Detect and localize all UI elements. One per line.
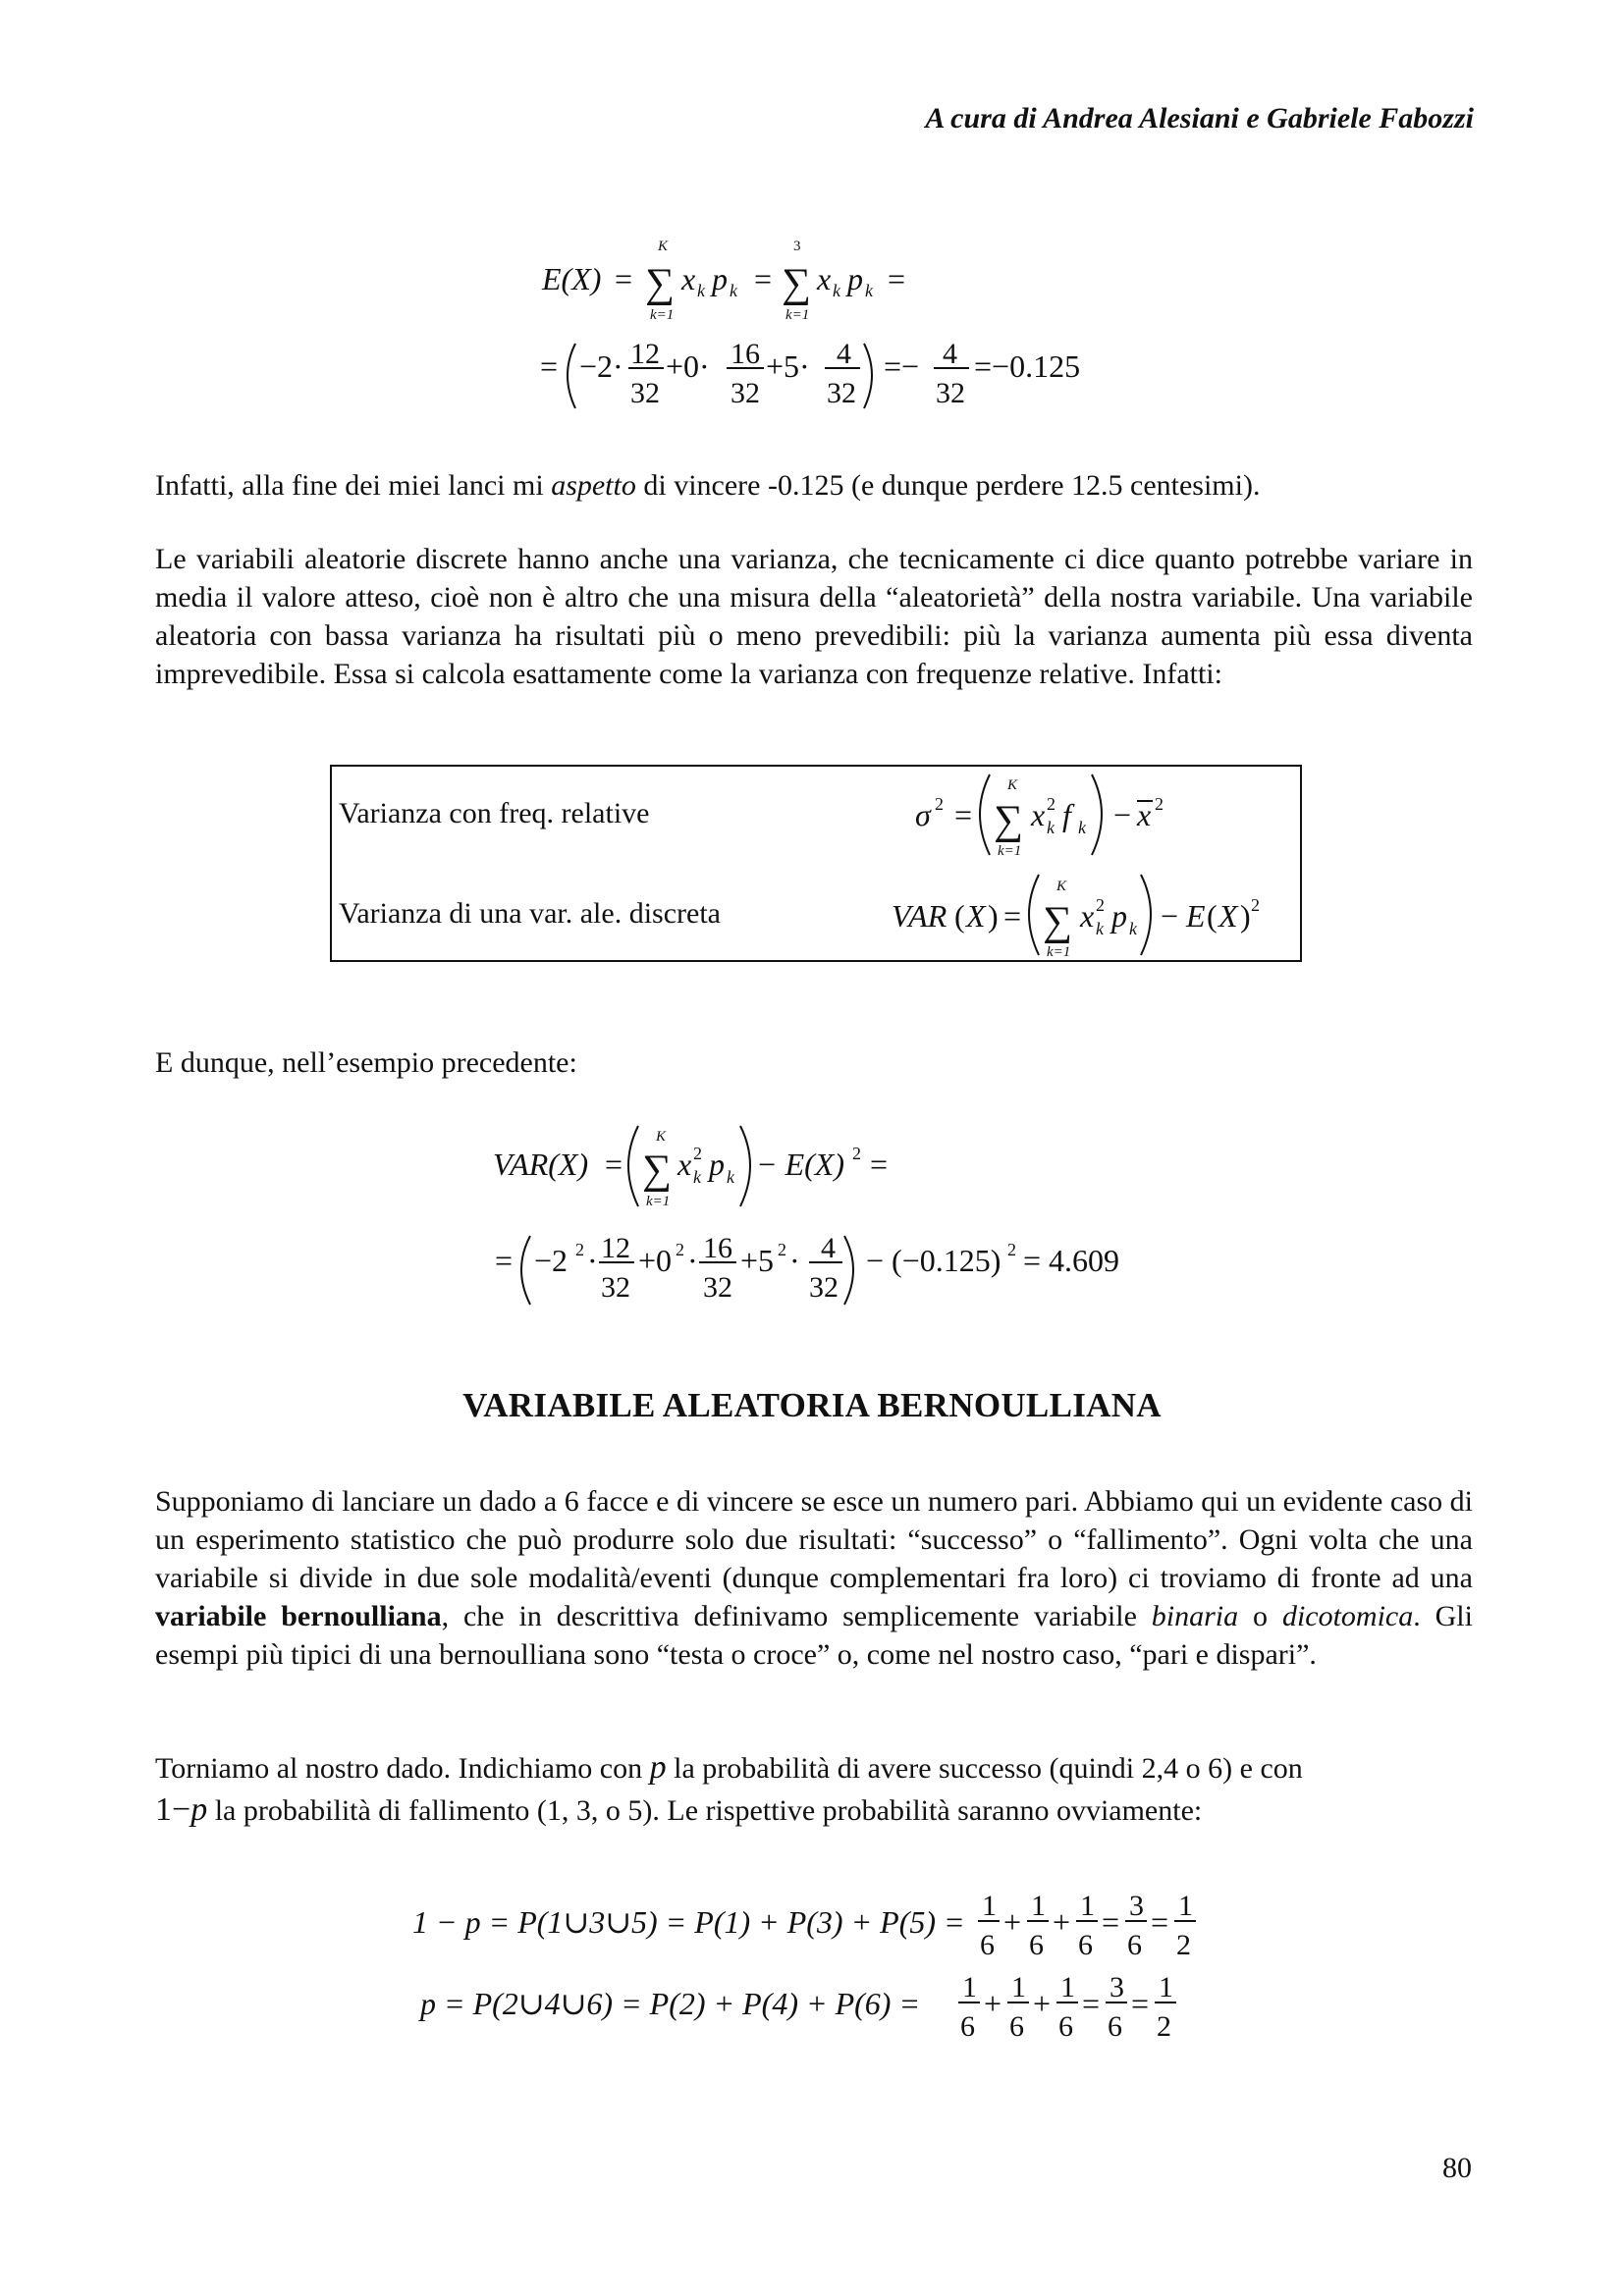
svg-text:K: K: [656, 1129, 667, 1145]
svg-text:32: 32: [827, 377, 856, 409]
svg-text:∑: ∑: [642, 1148, 672, 1193]
svg-text:k: k: [865, 281, 873, 300]
svg-text:1: 1: [962, 1971, 977, 2003]
svg-text:k=1: k=1: [998, 843, 1022, 859]
svg-text:=−0.125: =−0.125: [974, 348, 1081, 384]
svg-text:·: ·: [587, 1243, 598, 1278]
svg-text:p: p: [712, 261, 728, 296]
svg-text:12: 12: [630, 338, 660, 370]
svg-text:k: k: [833, 281, 840, 300]
svg-text:2: 2: [693, 1144, 702, 1163]
svg-text:6: 6: [960, 2010, 975, 2043]
svg-text:·: ·: [687, 1243, 698, 1278]
svg-text:(: (: [954, 898, 965, 934]
svg-text:=: =: [1131, 1986, 1150, 2021]
svg-text:1 − p = P(1∪3∪5) = P(1) + P(3): 1 − p = P(1∪3∪5) = P(1) + P(3) + P(5) =: [412, 1904, 965, 1940]
svg-text:−: −: [1161, 898, 1179, 934]
svg-text:K: K: [658, 239, 669, 254]
svg-text:=: =: [615, 261, 633, 296]
svg-text:x: x: [1031, 797, 1046, 832]
svg-text:2: 2: [1157, 2010, 1171, 2043]
svg-text:∑: ∑: [782, 261, 811, 306]
svg-text:k: k: [1096, 919, 1104, 938]
svg-text:1: 1: [982, 1890, 997, 1922]
svg-text:p: p: [709, 1147, 725, 1182]
svg-text:6: 6: [1127, 1929, 1142, 1961]
svg-text:+5: +5: [740, 1243, 775, 1278]
svg-text:K: K: [1056, 879, 1067, 894]
svg-text:2: 2: [575, 1240, 584, 1259]
svg-text:X: X: [966, 898, 986, 934]
svg-text:k: k: [1078, 818, 1086, 837]
variance-table: [330, 765, 1302, 962]
svg-text:3: 3: [1129, 1890, 1144, 1922]
section-heading: VARIABILE ALEATORIA BERNOULLIANA: [462, 1386, 1162, 1424]
svg-text:): ): [1240, 898, 1251, 934]
svg-text:=: =: [1003, 898, 1022, 934]
svg-text:32: 32: [936, 377, 965, 409]
table-row-label-relative: Varianza con freq. relative: [339, 797, 650, 829]
paragraph-example-lead: E dunque, nell’esempio precedente:: [155, 1046, 577, 1079]
svg-text:2: 2: [778, 1240, 786, 1259]
variance-example-formula: [481, 1114, 1168, 1320]
bernoulli-probability-formula: [412, 1870, 1237, 2066]
svg-text:1: 1: [1159, 1971, 1173, 2003]
svg-text:+0: +0: [638, 1243, 673, 1278]
svg-text:2: 2: [676, 1240, 684, 1259]
svg-text:k=1: k=1: [646, 1194, 671, 1209]
svg-text:=: =: [1151, 1904, 1169, 1940]
svg-text:6: 6: [1029, 1929, 1044, 1961]
svg-text:1: 1: [1080, 1890, 1095, 1922]
svg-text:x: x: [1137, 797, 1152, 832]
svg-text:+: +: [1003, 1904, 1022, 1940]
svg-text:2: 2: [1176, 1929, 1191, 1961]
paragraph-expected-meaning: Infatti, alla fine dei miei lanci mi aspetto di vincere -0.125 (e dunque perdere 12.5 centesimi).: [155, 469, 1261, 502]
svg-text:=: =: [495, 1243, 514, 1278]
svg-text:− (−0.125): − (−0.125): [866, 1243, 1001, 1278]
svg-text:2: 2: [1047, 794, 1056, 814]
ex-lhs: E(X): [542, 261, 602, 296]
paragraph-bernoulli-intro: Supponiamo di lanciare un dado a 6 facce e di vincere se esce un numero pari. Abbiamo qui un evidente caso di un esperimento statistico che può produrre solo due risultati: “successo” o “fallimento”. Ogni volta che una variabile si divide in due sole modalità/eventi (dunque complementari fra loro) ci troviamo di fronte ad una variabile bernoulliana, che in descrittiva definivamo semplicemente variabile binaria o dicotomica. Gli esempi più tipici di una bernoulliana sono “testa o croce” o, come nel nostro caso, “pari e dispari”.: [155, 1485, 1473, 1671]
svg-text:1: 1: [1011, 1971, 1026, 2003]
svg-text:6: 6: [1058, 2010, 1073, 2043]
svg-text:E: E: [1186, 898, 1206, 934]
svg-text:k=1: k=1: [1047, 944, 1071, 960]
svg-text:2: 2: [935, 794, 944, 814]
svg-text:(: (: [1207, 898, 1218, 934]
svg-text:6: 6: [980, 1929, 995, 1961]
svg-text:2: 2: [852, 1144, 861, 1163]
page-number: 80: [1442, 2152, 1472, 2184]
svg-text:16: 16: [703, 1232, 732, 1264]
svg-text:+: +: [984, 1986, 1002, 2021]
svg-text:VAR(X): VAR(X): [493, 1147, 589, 1182]
svg-text:=: =: [540, 348, 559, 384]
svg-text:−2: −2: [534, 1243, 568, 1278]
svg-text:32: 32: [703, 1271, 732, 1304]
svg-text:2: 2: [1007, 1240, 1016, 1259]
svg-text:32: 32: [731, 377, 760, 409]
svg-text:=: =: [605, 1147, 623, 1182]
table-row-label-discrete: Varianza di una var. ale. discreta: [339, 897, 721, 930]
svg-text:+5·: +5·: [766, 348, 810, 384]
paragraph-variance-intro: Le variabili aleatorie discrete hanno anche una varianza, che tecnicamente ci dice quanto potrebbe variare in media il valore atteso, cioè non è altro che una misura della “aleatorietà” della nostra variabile. Una variabile aleatoria con bassa varianza ha risultati più o meno prevedibili: più la varianza aumenta più essa diventa imprevedibile. Essa si calcola esattamente come la varianza con frequenze relative. Infatti:: [155, 543, 1473, 690]
svg-text:3: 3: [1110, 1971, 1124, 2003]
svg-text:2: 2: [1096, 895, 1105, 915]
svg-text:f: f: [1062, 797, 1071, 832]
svg-text:1: 1: [1031, 1890, 1046, 1922]
svg-text:=−: =−: [884, 348, 920, 384]
svg-text:= 4.609: = 4.609: [1023, 1243, 1120, 1278]
svg-text:x: x: [817, 261, 832, 296]
svg-text:4: 4: [837, 338, 851, 370]
svg-text:+0·: +0·: [666, 348, 710, 384]
svg-text:p: p: [847, 261, 863, 296]
svg-text:=: =: [870, 1147, 889, 1182]
expected-value-formula: [530, 228, 1119, 424]
svg-text:=: =: [754, 261, 773, 296]
svg-text:K: K: [1007, 777, 1018, 793]
svg-text:−: −: [1113, 797, 1132, 832]
svg-text:32: 32: [630, 377, 660, 409]
svg-text:σ: σ: [915, 797, 931, 832]
svg-text:p: p: [1111, 898, 1127, 934]
svg-text:=: =: [1082, 1986, 1101, 2021]
svg-text:p = P(2∪4∪6) = P(2) + P(4) + P: p = P(2∪4∪6) = P(2) + P(4) + P(6) =: [420, 1986, 921, 2021]
svg-text:k=1: k=1: [650, 307, 675, 323]
svg-text:k: k: [697, 281, 705, 300]
svg-text:): ): [988, 898, 999, 934]
svg-text:6: 6: [1078, 1929, 1093, 1961]
svg-text:− E(X): − E(X): [756, 1147, 844, 1182]
sigma-sum-symbol: ∑: [645, 261, 675, 306]
svg-text:32: 32: [809, 1271, 839, 1304]
variance-formulas: [870, 767, 1302, 960]
svg-text:2: 2: [1251, 895, 1260, 915]
svg-text:4: 4: [821, 1232, 836, 1264]
svg-text:x: x: [1080, 898, 1095, 934]
svg-text:3: 3: [793, 239, 801, 254]
svg-text:=: =: [954, 797, 973, 832]
svg-text:k: k: [693, 1167, 701, 1187]
svg-text:6: 6: [1009, 2010, 1024, 2043]
svg-text:=: =: [888, 261, 906, 296]
svg-text:16: 16: [731, 338, 760, 370]
svg-text:12: 12: [601, 1232, 630, 1264]
svg-text:∑: ∑: [994, 798, 1023, 843]
svg-text:k=1: k=1: [785, 307, 810, 323]
svg-text:+: +: [1053, 1904, 1071, 1940]
svg-text:6: 6: [1108, 2010, 1122, 2043]
svg-text:k: k: [730, 281, 737, 300]
svg-text:2: 2: [1155, 794, 1164, 814]
svg-text:·: ·: [789, 1243, 800, 1278]
svg-text:k: k: [727, 1167, 734, 1187]
svg-text:1: 1: [1178, 1890, 1193, 1922]
svg-text:=: =: [1102, 1904, 1120, 1940]
svg-text:+: +: [1033, 1986, 1052, 2021]
svg-text:X: X: [1218, 898, 1238, 934]
svg-text:VAR: VAR: [892, 898, 947, 934]
svg-text:−2·: −2·: [579, 348, 623, 384]
paragraph-dice-probabilities: Torniamo al nostro dado. Indichiamo con p la probabilità di avere successo (quindi 2,4 o 6) e con 1−p la probabilità di fallimento (1, 3, o 5). Le rispettive probabilità saranno ovviamente:: [155, 1749, 1303, 1828]
svg-text:x: x: [677, 1147, 692, 1182]
running-header: A cura di Andrea Alesiani e Gabriele Fabozzi: [925, 102, 1474, 134]
svg-text:k: k: [1047, 818, 1055, 837]
svg-text:1: 1: [1060, 1971, 1075, 2003]
svg-text:4: 4: [943, 338, 957, 370]
svg-text:k: k: [1129, 919, 1137, 938]
svg-text:32: 32: [601, 1271, 630, 1304]
svg-text:∑: ∑: [1043, 899, 1072, 944]
svg-text:x: x: [681, 261, 696, 296]
